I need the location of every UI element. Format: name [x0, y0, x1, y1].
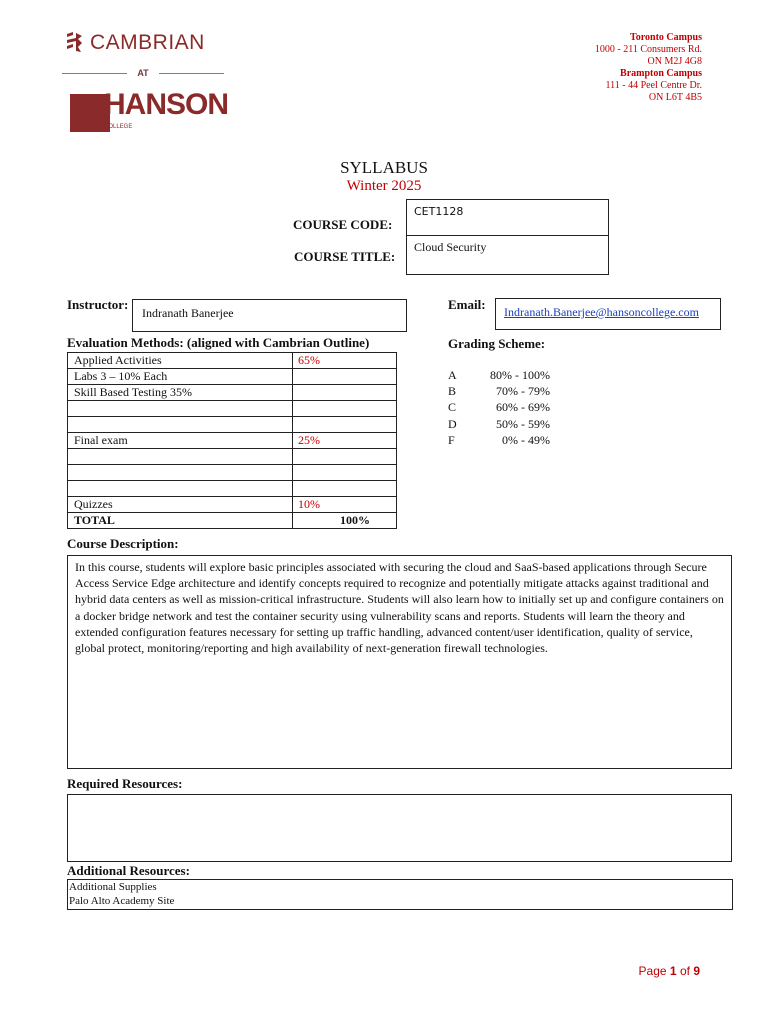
of-word: of [679, 964, 690, 978]
additional-resources-heading: Additional Resources: [67, 863, 190, 878]
grade-row [448, 433, 550, 449]
evaluation-item [68, 417, 293, 433]
toronto-address-line2: ON M2J 4G8 [647, 56, 702, 67]
evaluation-row [68, 465, 397, 481]
grade-range: 80% - 100% [490, 368, 550, 382]
evaluation-weight: 10% [293, 497, 397, 513]
instructor-field [132, 299, 407, 332]
evaluation-weight [293, 385, 397, 401]
grade-row [448, 368, 550, 384]
cambrian-logo [64, 30, 205, 56]
evaluation-row [68, 401, 397, 417]
grade-letter: F [448, 432, 455, 447]
additional-resource-item: Additional Supplies [69, 881, 157, 893]
evaluation-weight [293, 417, 397, 433]
evaluation-weight [293, 481, 397, 497]
instructor-value: Indranath Banerjee [142, 306, 234, 320]
evaluation-item: Quizzes [68, 497, 293, 513]
evaluation-table [67, 352, 397, 529]
campus-address [595, 32, 702, 104]
grade-letter: B [448, 384, 457, 399]
grade-range: 50% - 59% [496, 416, 550, 431]
grade-letter: A [448, 368, 457, 382]
brampton-address-line1: 111 - 44 Peel Centre Dr. [605, 80, 702, 91]
evaluation-item [68, 449, 293, 465]
description-heading: Course Description: [67, 536, 179, 551]
document-title: SYLLABUS [340, 158, 428, 177]
evaluation-item: Skill Based Testing 35% [68, 385, 293, 401]
course-title-value: Cloud Security [414, 240, 487, 254]
evaluation-row [68, 497, 397, 513]
page-number [639, 964, 700, 978]
evaluation-weight [293, 369, 397, 385]
logo-divider [62, 73, 127, 74]
course-title-label: COURSE TITLE: [294, 249, 396, 264]
additional-resources-box [67, 879, 733, 910]
additional-resource-item: Palo Alto Academy Site [69, 895, 175, 907]
grade-letter: D [448, 416, 457, 431]
required-resources-text [68, 795, 731, 801]
grade-range: 60% - 69% [496, 400, 550, 415]
description-box [67, 555, 732, 769]
evaluation-total-value: 100% [293, 513, 397, 529]
evaluation-weight: 65% [293, 353, 397, 369]
evaluation-weight [293, 401, 397, 417]
cambrian-wordmark: CAMBRIAN [90, 31, 205, 54]
grade-row [448, 417, 550, 433]
course-info-divider [407, 235, 608, 236]
evaluation-row [68, 481, 397, 497]
required-resources-heading: Required Resources: [67, 776, 183, 791]
page-current: 1 [669, 964, 677, 978]
evaluation-row [68, 385, 397, 401]
logo-at-row [62, 68, 224, 78]
cambrian-mark-icon [64, 30, 84, 56]
evaluation-weight [293, 465, 397, 481]
evaluation-row [68, 417, 397, 433]
hanson-wordmark: HANSON [104, 88, 229, 121]
evaluation-item: Labs 3 – 10% Each [68, 369, 293, 385]
grading-heading: Grading Scheme: [448, 336, 546, 351]
evaluation-heading: Evaluation Methods: (aligned with Cambrian Outline) [67, 335, 370, 350]
toronto-campus-label: Toronto Campus [630, 32, 702, 43]
evaluation-item: Applied Activities [68, 353, 293, 369]
grade-range: 0% - 49% [502, 432, 550, 447]
description-text: In this course, students will explore basic principles associated with securing the cloud and SaaS-based applications through Secure Access Service Edge architecture and identify concepts required to recognize and potentially mitigate attacks against traditional and hybrid data centers as well as mission-critical infrastructure. Students will also learn how to initially set up and configure containers on a docker bridge network and test the container security using vulnerability scans and reports. Students will learn the theory and extended configuration features necessary for setting up traffic handling, advanced content/user identification, quality of service, global protect, monitoring/reporting and high availability of next-generation firewall technologies. [75, 560, 724, 656]
document-term: Winter 2025 [346, 178, 422, 194]
evaluation-row [68, 433, 397, 449]
email-field [495, 298, 721, 330]
logo-at-text: AT [137, 68, 149, 78]
evaluation-row [68, 449, 397, 465]
evaluation-weight: 25% [293, 433, 397, 449]
course-code-value: CET1128 [414, 205, 464, 218]
page-total: 9 [693, 964, 700, 978]
grade-row [448, 384, 550, 400]
instructor-label: Instructor: [67, 297, 129, 312]
course-code-label: COURSE CODE: [293, 217, 393, 232]
evaluation-item [68, 401, 293, 417]
evaluation-item [68, 465, 293, 481]
brampton-address-line2: ON L6T 4B5 [648, 92, 702, 103]
required-resources-box [67, 794, 732, 862]
evaluation-item: Final exam [68, 433, 293, 449]
course-info-box [406, 199, 609, 275]
page-word: Page [638, 964, 667, 978]
evaluation-row [68, 369, 397, 385]
evaluation-item [68, 481, 293, 497]
hanson-college-sub: COLLEGE [104, 124, 133, 130]
brampton-campus-label: Brampton Campus [620, 68, 702, 79]
evaluation-row [68, 353, 397, 369]
grading-scheme [448, 368, 550, 449]
evaluation-weight [293, 449, 397, 465]
toronto-address-line1: 1000 - 211 Consumers Rd. [594, 44, 702, 55]
email-link[interactable]: Indranath.Banerjee@hansoncollege.com [504, 305, 699, 319]
grade-letter: C [448, 400, 457, 415]
evaluation-total-row [68, 513, 397, 529]
logo-divider [159, 73, 224, 74]
grade-range: 70% - 79% [496, 384, 550, 399]
evaluation-total-label: TOTAL [68, 513, 293, 529]
email-label: Email: [448, 297, 486, 312]
grade-row [448, 400, 550, 416]
